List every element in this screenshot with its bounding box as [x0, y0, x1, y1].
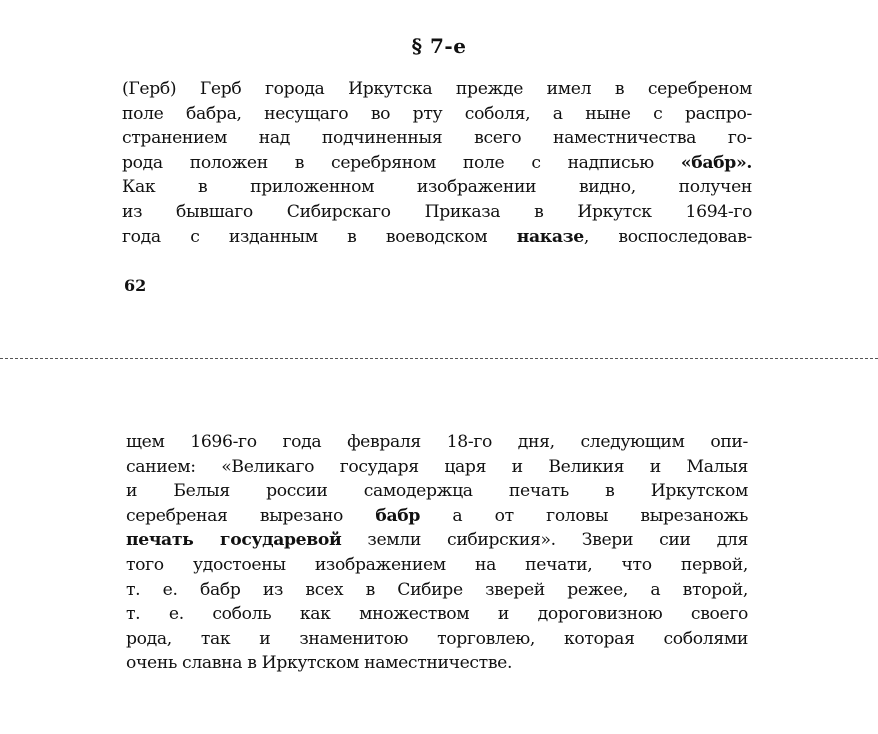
section-heading: § 7-е [411, 34, 467, 58]
text-line: Как в приложенном изображении видно, получен [122, 177, 752, 198]
page-number: 62 [124, 276, 147, 295]
text-line [126, 504, 748, 529]
text-line: (Герб) Герб города Иркутска прежде имел в серебреном [122, 79, 752, 99]
text-line: щем 1696-го года февраля 18-го дня, следующим опи- [126, 432, 748, 452]
bold-phrase: печать государевой [126, 530, 342, 551]
text-line: т. е. соболь как множеством и дороговизною своего [126, 604, 748, 625]
text-line: поле бабра, несущаго во рту соболя, а ныне с распро- [122, 103, 752, 124]
text-line: очень славна в Иркутском наместничестве. [126, 653, 513, 674]
text-line: рода, так и знаменитою торговлею, которая соболями [126, 628, 748, 649]
bold-word: бабр [375, 505, 421, 526]
text-segment: рода положен в серебряном поле с надписью [122, 152, 681, 173]
text-line: т. е. бабр из всех в Сибире зверей режее, а второй, [126, 579, 748, 600]
text-segment: серебреная вырезано [126, 505, 376, 526]
text-line: странением над подчиненныя всего наместничества го- [122, 128, 752, 149]
text-segment: а от головы вырезаножь [420, 505, 748, 526]
text-line: того удостоены изображением на печати, что первой, [126, 554, 748, 575]
text-line: и Белыя россии самодержца печать в Иркутском [126, 481, 748, 502]
paragraph-top [122, 77, 752, 249]
text-line: санием: «Великаго государя царя и Великия и Малыя [126, 456, 748, 477]
page-top [0, 0, 878, 356]
bold-word: «бабр». [680, 152, 752, 173]
page-break-divider [0, 358, 878, 359]
paragraph-bottom [126, 430, 748, 676]
text-line [122, 151, 752, 176]
bold-word: наказе [516, 226, 584, 247]
text-segment: , воспоследовав- [583, 226, 752, 247]
text-line [126, 528, 748, 553]
text-segment: земли сибирския». Звери сии для [341, 530, 748, 551]
text-segment: года с изданным в воеводском [122, 226, 517, 247]
page-bottom [0, 362, 878, 734]
text-line: из бывшаго Сибирскаго Приказа в Иркутск 1694-го [122, 201, 752, 222]
text-line [122, 225, 752, 250]
